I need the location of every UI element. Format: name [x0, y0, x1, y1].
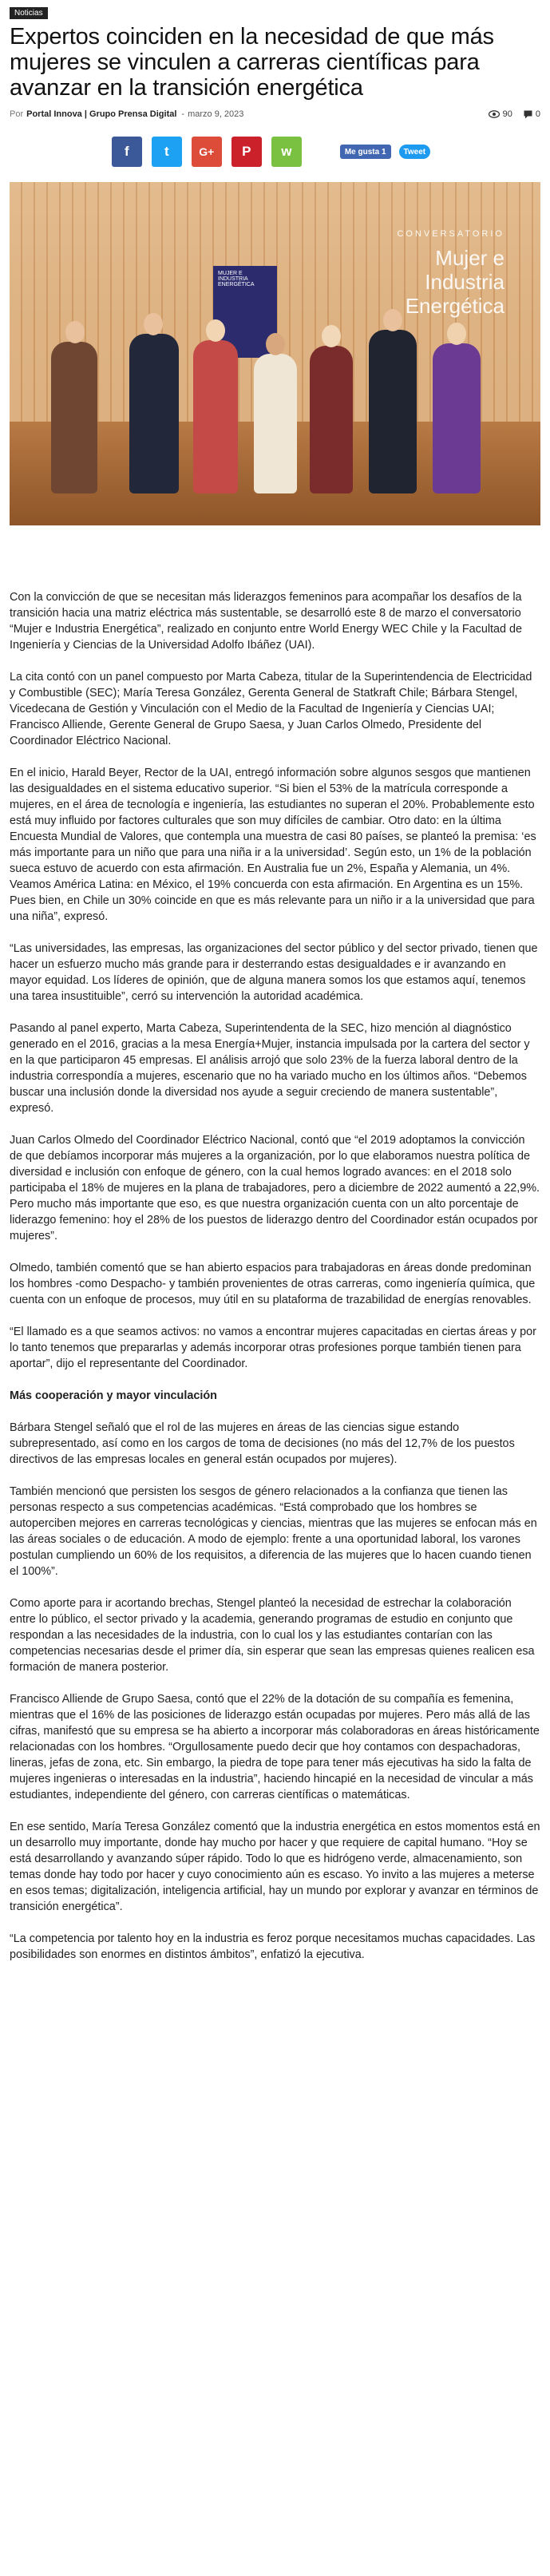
article-paragraph: En ese sentido, María Teresa González comentó que la industria energética en estos momentos está en un desarrollo muy importante, donde hay mucho por hacer y que requiere de capital humano. “Hoy se está desarrollando y avanzando súper rápido. Todo lo que es hidrógeno verde, almacenamiento, son temas donde hay todo por hacer y cuyo conocimiento aún es escaso. Yo invito a las mujeres a meterse en esos temas; digitalización, inteligencia artificial, hay un mundo por explorar y avanzar en términos de transición energética”.	[10, 1821, 540, 1913]
publish-date: marzo 9, 2023	[188, 109, 244, 119]
article-paragraph: Olmedo, también comentó que se han abierto espacios para trabajadoras en áreas donde predominan los hombres -como Despacho- y también provenientes de otras carreras, como ingeniería química, que cuenta con un enfoque de procesos, muy útil en su plataforma de trazabilidad de energías renovables.	[10, 1262, 536, 1306]
views-count	[489, 109, 512, 119]
photo-person	[193, 340, 238, 493]
category-badge[interactable]: Noticias	[10, 7, 48, 19]
event-banner-text: MUJER E INDUSTRIA ENERGÉTICA	[218, 271, 255, 287]
event-sign	[361, 222, 504, 318]
views-value: 90	[502, 109, 512, 119]
article-paragraph: “Las universidades, las empresas, las organizaciones del sector público y del sector privado, tienen que hacer un esfuerzo mucho más grande para ir desterrando estas desigualdades e ir avanzando en mayor equidad. Los líderes de opinión, que de alguna manera somos los que estamos aquí, tenemos una tarea insustituible”, cerró su intervención la autoridad académica.	[10, 942, 538, 1003]
whatsapp-share-button[interactable]	[271, 137, 302, 167]
pinterest-icon: P	[242, 144, 251, 159]
article-title: Expertos coinciden en la necesidad de que más mujeres se vinculen a carreras científicas para avanzar en la transición energética	[10, 24, 494, 101]
photo-person	[310, 346, 353, 493]
facebook-share-button[interactable]	[112, 137, 142, 167]
facebook-like-button[interactable]: Me gusta 1	[340, 145, 391, 159]
by-label: Por	[10, 109, 24, 119]
photo-person	[433, 343, 481, 493]
article-paragraph: Como aporte para ir acortando brechas, Stengel planteó la necesidad de estrechar la colaboración entre lo público, el sector privado y la academia, generando programas de estudio en conjunto que respondan a las necesidades de la industria, con lo cual los y las estudiantes contarían con las competencias necesarias desde el primer día, sin esperar que sean las empresas quienes realicen esa formación de manera posterior.	[10, 1597, 535, 1674]
pinterest-share-button[interactable]	[231, 137, 262, 167]
article-paragraph: Francisco Alliende de Grupo Saesa, contó que el 22% de la dotación de su compañía es femenina, mientras que el 16% de las posiciones de liderazgo están ocupadas por mujeres. Pero más allá de las cifras, manifestó que su empresa se ha abierto a incorporar más colaboradoras en áreas históricamente relacionadas con los hombres. “Orgullosamente puedo decir que hoy contamos con despachadoras, lineras, jefas de zona, etc. Sin embargo, la piedra de tope para tener más ejecutivas ha sido la falta de mujeres ingenieras o interesadas en la industria”, haciendo hincapié en la necesidad de vincular a más estudiantes, independiente del género, con carreras científicas o matemáticas.	[10, 1693, 540, 1801]
comment-icon	[524, 110, 532, 119]
googleplus-share-button[interactable]	[192, 137, 222, 167]
author-link[interactable]: Portal Innova | Grupo Prensa Digital	[26, 109, 177, 119]
article-paragraph: En el inicio, Harald Beyer, Rector de la UAI, entregó información sobre algunos sesgos que mantienen las desigualdades en el sistema educativo superior. “Si bien el 53% de la matrícula corresponde a mujeres, en el área de tecnología e ingeniería, las estudiantes no superan el 20%. Probablemente esto está muy influido por factores culturales que son muy difíciles de cambiar. Otro dato: en la última Encuesta Mundial de Valores, que contempla una muestra de casi 80 países, se planteó la premisa: ‘es más importante para un niño que para una niña ir a la universidad’. Según esto, un 1% de la población sueca estuvo de acuerdo con esta afirmación. En Australia fue un 2%, España y Alemania, un 4%. Veamos América Latina: en México, el 19% concuerda con esta afirmación. En Argentina es un 15%. Pues bien, en Chile un 30% coincide en que es más relevante para un niño ir a la universidad que para una niña”, expresó.	[10, 767, 536, 923]
share-bar	[10, 136, 540, 168]
article-paragraph: “La competencia por talento hoy en la industria es feroz porque necesitamos muchas capacidades. Las posibilidades son enormes en distintos ámbitos”, enfatizó la ejecutiva.	[10, 1932, 536, 1961]
article-paragraph: “El llamado es a que seamos activos: no vamos a encontrar mujeres capacitadas en ciertas áreas y por lo tanto tenemos que prepararlas y además incorporar otras profesiones porque también tienen para aportar”, dijo el representante del Coordinador.	[10, 1326, 536, 1370]
article-paragraph: Juan Carlos Olmedo del Coordinador Eléctrico Nacional, contó que “el 2019 adoptamos la convicción de que debíamos incorporar más mujeres a la organización, por lo que elaboramos nuestra política de diversidad e inclusión con enfoque de género, con la cual hemos logrado avances: en el 2018 solo participaba el 18% de mujeres en la plana de trabajadores, pero a diciembre de 2022 aumentó a 22,9%. Pero mucho más importante que eso, es que nuestra organización cuenta con un alto porcentaje de liderazgo femenino: hoy el 28% de los puestos de liderazgo dentro del Coordinador están ocupados por mujeres”.	[10, 1134, 540, 1242]
eye-icon	[489, 110, 500, 118]
article-meta	[10, 107, 540, 121]
article-paragraph: Pasando al panel experto, Marta Cabeza, Superintendenta de la SEC, hizo mención al diagnóstico generado en el 2016, gracias a la mesa Energía+Mujer, instancia impulsada por la cartera del sector y en la que participaron 45 empresas. El análisis arrojó que solo 23% de la fuerza laboral dentro de la industria correspondía a mujeres, escenario que no ha variado mucho en los últimos años. “Debemos buscar una inclusión donde la diversidad nos ayude a seguir creciendo de manera sustentable”, expresó.	[10, 1022, 530, 1115]
event-sign-title: Mujer e Industria Energética	[405, 246, 504, 318]
comments-count[interactable]	[524, 109, 540, 119]
article-body	[10, 589, 540, 1963]
article-subheading: Más cooperación y mayor vinculación	[10, 1389, 217, 1402]
event-sign-small: CONVERSATORIO	[397, 229, 504, 239]
googleplus-icon: G+	[199, 145, 215, 158]
social-counters	[340, 145, 438, 159]
article-paragraph: Bárbara Stengel señaló que el rol de las mujeres en áreas de las ciencias sigue estando subrepresentado, así como en los cargos de toma de decisiones (no más del 12,7% de los puestos directivos de las empresas locales en general están ocupados por mujeres).	[10, 1421, 515, 1466]
photo-person	[254, 354, 297, 493]
twitter-share-button[interactable]	[152, 137, 182, 167]
photo-person	[369, 330, 417, 493]
twitter-icon: t	[164, 144, 169, 159]
article-paragraph: También mencionó que persisten los sesgos de género relacionados a la confianza que tienen las personas respecto a sus competencias académicas. “Está comprobado que los hombres se autoperciben mejores en carreras tecnológicas y ciencias, mientras que las mujeres se enfocan más en las áreas sociales o de educación. A modo de ejemplo: frente a una oportunidad laboral, los varones postulan cumpliendo un 60% de los requisitos, a diferencia de las mujeres que lo hacen cuando tienen el 100%”.	[10, 1485, 537, 1578]
facebook-icon: f	[125, 144, 129, 159]
meta-separator: -	[181, 109, 185, 119]
article-photo	[10, 182, 540, 525]
article-paragraph: Con la convicción de que se necesitan más liderazgos femeninos para acompañar los desafíos de la transición hacia una matriz eléctrica más sustentable, se desarrolló este 8 de marzo el conversatorio “Mujer e Industria Energética”, realizado en conjunto entre World Energy WEC Chile y la Facultad de Ingeniería y Ciencias de la Universidad Adolfo Ibáñez (UAI).	[10, 591, 523, 652]
article-paragraph: La cita contó con un panel compuesto por Marta Cabeza, titular de la Superintendencia de Electricidad y Combustible (SEC); María Teresa González, Gerenta General de Statkraft Chile; Bárbara Stengel, Vicedecana de Gestión y Vinculación con el Medio de la Facultad de Ingeniería y Ciencias UAI; Francisco Alliende, Gerente General de Grupo Saesa, y Juan Carlos Olmedo, Presidente del Coordinador Eléctrico Nacional.	[10, 671, 532, 747]
tweet-button[interactable]: Tweet	[399, 145, 431, 159]
comments-value: 0	[535, 109, 540, 119]
photo-person	[129, 334, 179, 493]
photo-person	[51, 342, 97, 493]
whatsapp-icon: w	[281, 144, 292, 159]
